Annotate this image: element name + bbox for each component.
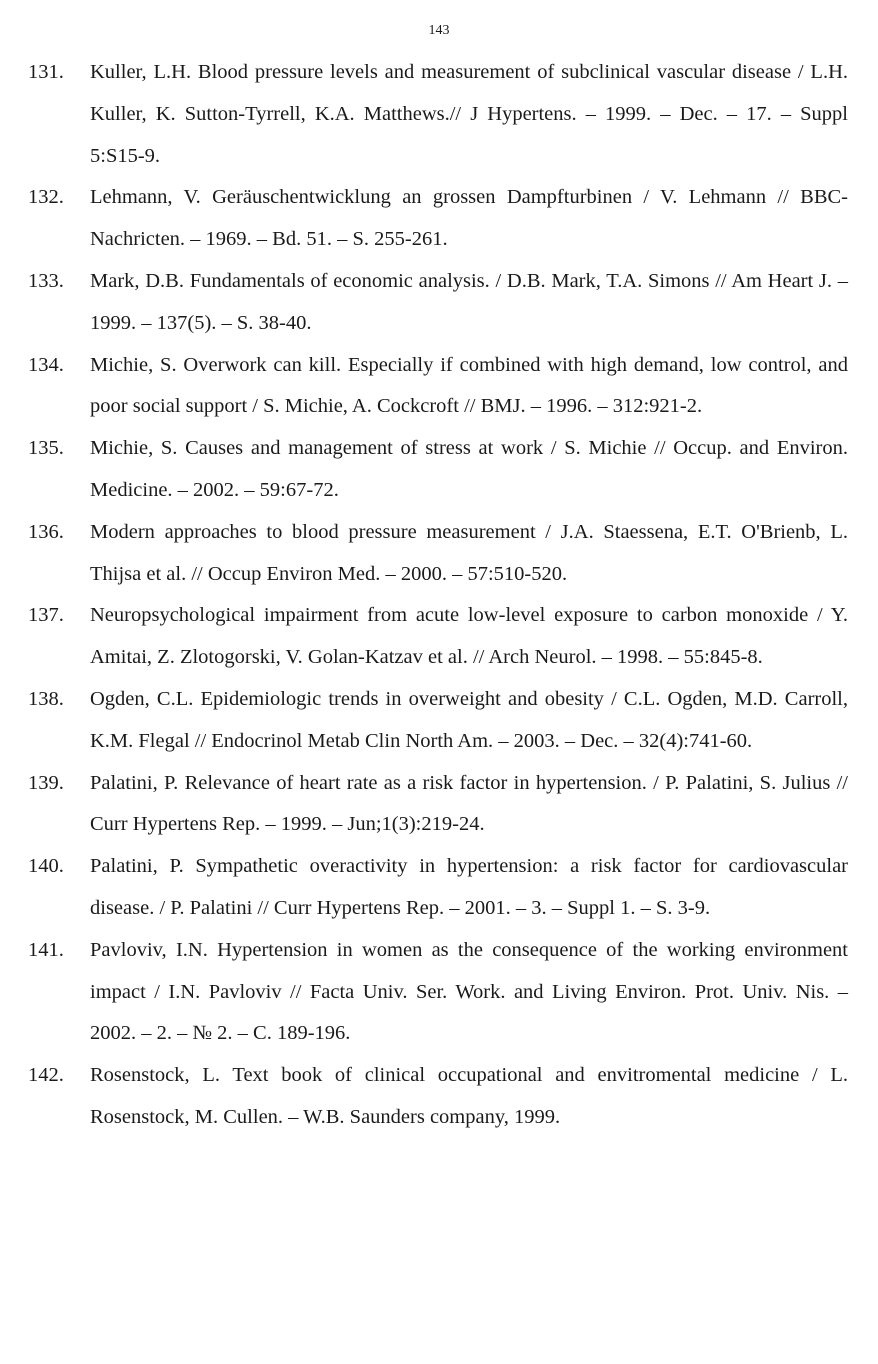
reference-number: 142. xyxy=(28,1064,64,1087)
reference-number: 131. xyxy=(28,61,64,83)
reference-text: Mark, D.B. Fundamentals of economic analysis. / D.B. Mark, T.A. Simons // Am Heart J. – 1999. – 137(5). – S. 38-40. xyxy=(90,269,848,334)
reference-number: 132. xyxy=(28,186,64,209)
reference-item xyxy=(28,177,848,261)
reference-item xyxy=(28,763,848,847)
reference-number: 139. xyxy=(28,771,64,794)
reference-text: Neuropsychological impairment from acute low-level exposure to carbon monoxide / Y. Amitai, Z. Zlotogorski, V. Golan-Katzav et al. // Arch Neurol. – 1998. – 55:845-8. xyxy=(90,604,848,669)
page-number: 143 xyxy=(428,23,450,38)
reference-item xyxy=(28,261,848,345)
reference-text: Rosenstock, L. Text book of clinical occupational and envitromental medicine / L. Rosenstock, M. Cullen. – W.B. Saunders company, 1999. xyxy=(90,1064,848,1128)
reference-number: 136. xyxy=(28,520,64,543)
reference-list xyxy=(28,52,848,1139)
reference-number: 140. xyxy=(28,855,64,878)
reference-number: 135. xyxy=(28,437,64,460)
reference-item xyxy=(28,595,848,679)
reference-item xyxy=(28,1055,848,1139)
reference-text: Lehmann, V. Geräuschentwicklung an grossen Dampfturbinen / V. Lehmann // BBC-Nachricten. – 1969. – Bd. 51. – S. 255-261. xyxy=(90,186,848,251)
reference-text: Michie, S. Causes and management of stress at work / S. Michie // Occup. and Environ. Medicine. – 2002. – 59:67-72. xyxy=(90,437,848,501)
reference-text: Kuller, L.H. Blood pressure levels and measurement of subclinical vascular disease / L.H. Kuller, K. Sutton-Tyrrell, K.A. Matthews.// J Hypertens. – 1999. – Dec. – 17. – Suppl 5:S15-9. xyxy=(90,61,848,167)
reference-number: 133. xyxy=(28,269,64,292)
reference-item xyxy=(28,930,848,1055)
reference-text: Modern approaches to blood pressure measurement / J.A. Staessena, E.T. O'Brienb, L. Thijsa et al. // Occup Environ Med. – 2000. – 57:510-520. xyxy=(90,520,848,585)
reference-text: Michie, S. Overwork can kill. Especially if combined with high demand, low control, and poor social support / S. Michie, A. Cockcroft // BMJ. – 1996. – 312:921-2. xyxy=(90,353,848,418)
reference-item xyxy=(28,512,848,596)
reference-number: 134. xyxy=(28,353,64,376)
reference-number: 138. xyxy=(28,687,64,710)
reference-item xyxy=(28,679,848,763)
reference-item xyxy=(28,345,848,429)
reference-text: Pavloviv, I.N. Hypertension in women as the consequence of the working environment impact / I.N. Pavloviv // Facta Univ. Ser. Work. and Living Environ. Prot. Univ. Nis. – 2002. – 2. – № 2. – C. 189-196. xyxy=(90,938,848,1045)
reference-number: 141. xyxy=(28,938,64,961)
reference-text: Ogden, C.L. Epidemiologic trends in overweight and obesity / C.L. Ogden, M.D. Carroll, K.M. Flegal // Endocrinol Metab Clin North Am. – 2003. – Dec. – 32(4):741-60. xyxy=(90,687,848,752)
reference-number: 137. xyxy=(28,604,64,627)
reference-text: Palatini, P. Relevance of heart rate as a risk factor in hypertension. / P. Palatini, S. Julius // Curr Hypertens Rep. – 1999. – Jun;1(3):219-24. xyxy=(90,771,848,836)
reference-text: Palatini, P. Sympathetic overactivity in hypertension: a risk factor for cardiovascular disease. / P. Palatini // Curr Hypertens Rep. – 2001. – 3. – Suppl 1. – S. 3-9. xyxy=(90,855,848,919)
reference-item xyxy=(28,846,848,930)
reference-item xyxy=(28,52,848,177)
reference-item xyxy=(28,428,848,512)
